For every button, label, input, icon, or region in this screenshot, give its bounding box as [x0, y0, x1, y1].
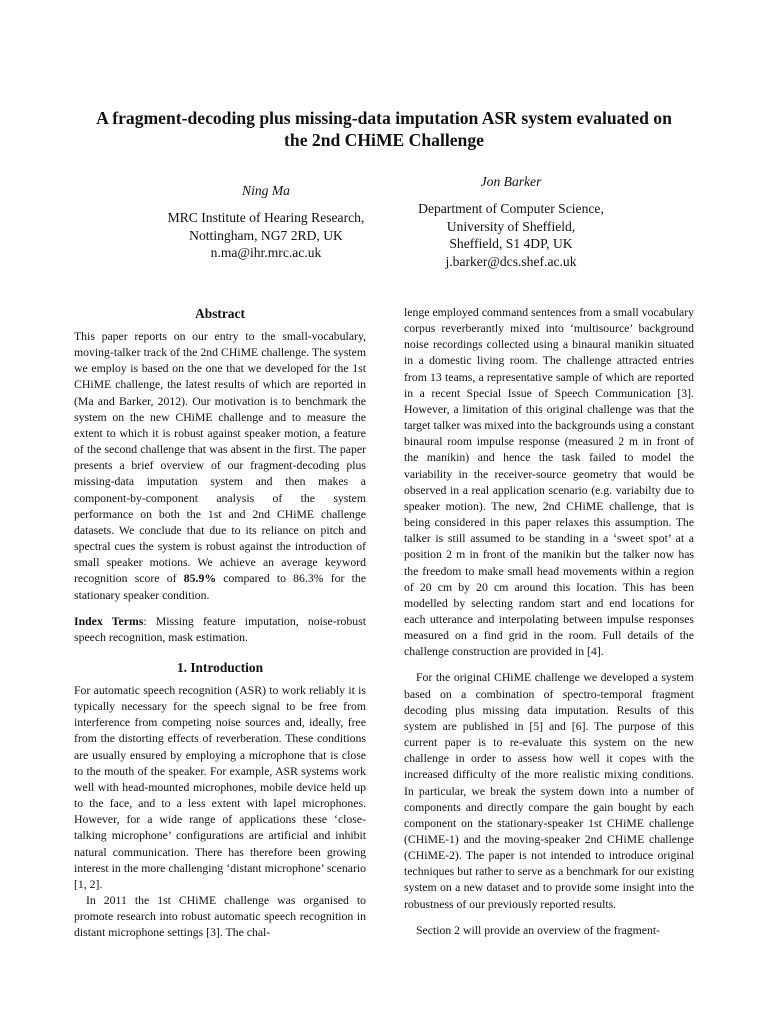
abstract-score: 85.9%: [183, 572, 217, 586]
index-terms-text: : Missing feature imputation, noise-robust speech recognition, mask estimation.: [74, 614, 366, 644]
author-affiliation-line: MRC Institute of Hearing Research,: [167, 210, 365, 226]
author-affiliation-line: Sheffield, S1 4DP, UK: [449, 236, 573, 252]
index-terms-label: Index Terms: [74, 614, 144, 628]
paper-title: [60, 107, 708, 151]
author-block-1: [150, 182, 382, 262]
intro-paragraph-2-start: In 2011 the 1st CHiME challenge was organised to promote research into robust automatic speech recognition in distant microphone settings [3]. The chal-: [74, 894, 366, 940]
title-line-2: the 2nd CHiME Challenge: [284, 130, 484, 150]
abstract-heading: Abstract: [195, 306, 245, 321]
abstract-text-start: This paper reports on our entry to the small-vocabulary, moving-talker track of the 2nd CHiME challenge. The system we employ is based on the one that we developed for the 1st CHiME challenge, the latest results of which are reported in (Ma and Barker, 2012). Our motivation is to benchmark the system on the new CHiME challenge and to measure the extent to which it is robust against speaker motion, a feature of the second challenge that was absent in the first. The paper presents a brief overview of our fragment-decoding plus missing-data imputation system and then makes a component-by-component analysis of the system performance on both the 1st and 2nd CHiME challenge datasets. We conclude that due to its reliance on pitch and spectral cues the system is robust against the introduction of small speaker motions. We achieve an average keyword recognition score of: [74, 330, 366, 586]
abstract-text-end: compared to 86.3% for the stationary speaker condition.: [74, 572, 367, 602]
left-column: [74, 305, 366, 941]
author-email: n.ma@ihr.mrc.ac.uk: [210, 245, 322, 261]
intro-paragraph-4: Section 2 will provide an overview of the fragment-: [416, 923, 661, 937]
author-block-2: [398, 173, 624, 270]
intro-paragraph-2-continued: lenge employed command sentences from a small vocabulary corpus reverberantly mixed into ‘multisource’ background noise recordings collected using a binaural manikin situated in a domestic living room. The challenge attracted entries from 13 teams, a representative sample of which are reported in a recent Special Issue of Speech Communication [3]. However, a limitation of this original challenge was that the target talker was mixed into the backgrounds using a constant binaural room impulse response (measured 2 m in front of the manikin) and hence the task failed to model the variability in the receiver-source geometry that would be observed in a real application scenario (e.g. variabilty due to speaker motion). The new, 2nd CHiME challenge, that is being considered in this paper relaxes this assumption. The talker is still assumed to be standing in a ‘sweet spot’ at a position 2 m in front of the manikin but the talker now has the freedom to make small head movements within a region of 20 cm by 20 cm around this location. This has been modelled by selecting random start and end locations for each utterance and interpolating between impulse responses measured on a find grid in the room. Full details of the challenge construction are provided in [4].: [404, 306, 694, 659]
right-column: [404, 305, 694, 939]
author-affiliation-line: University of Sheffield,: [446, 218, 576, 234]
abstract-text: [74, 329, 366, 604]
title-line-1: A fragment-decoding plus missing-data imputation ASR system evaluated on: [96, 108, 672, 128]
author-name: Ning Ma: [242, 183, 290, 198]
intro-paragraph-3: For the original CHiME challenge we developed a system based on a combination of spectro-temporal fragment decoding plus missing data imputation. Results of this system are published in [5] and [6]. The purpose of this current paper is to re-evaluate this system on the new challenge in order to assess how well it copes with the increased difficulty of the more realistic mixing conditions. In particular, we break the system down into a number of components and directly compare the gain bought by each component on the stationary-speaker 1st CHiME challenge (CHiME-1) and the moving-speaker 2nd CHiME challenge (CHiME-2). The paper is not intended to introduce original techniques but rather to serve as a benchmark for our existing system on a new dataset and to provide some insight into the robustness of our previously reported results.: [404, 671, 694, 911]
index-terms: [74, 614, 366, 646]
intro-paragraph-1: For automatic speech recognition (ASR) to work reliably it is typically necessary for the speech signal to be free from interference from competing noise sources and, ideally, free from the distorting effects of reverberation. These conditions are usually ensured by employing a microphone that is close to the mouth of the speaker. For example, ASR systems work well with head-mounted microphones, mobile device held up to the face, and to a less extent with lapel microphones. However, for a wide range of applications these ‘close-talking microphone’ configurations are artificial and inhibit natural communication. There has therefore been growing interest in the more challenging ‘distant microphone’ scenario [1, 2].: [74, 683, 366, 891]
author-name: Jon Barker: [480, 174, 542, 189]
author-email: j.barker@dcs.shef.ac.uk: [445, 253, 577, 269]
author-affiliation-line: Nottingham, NG7 2RD, UK: [189, 227, 343, 243]
section-heading-introduction: 1. Introduction: [176, 659, 264, 675]
author-affiliation-line: Department of Computer Science,: [418, 201, 604, 217]
